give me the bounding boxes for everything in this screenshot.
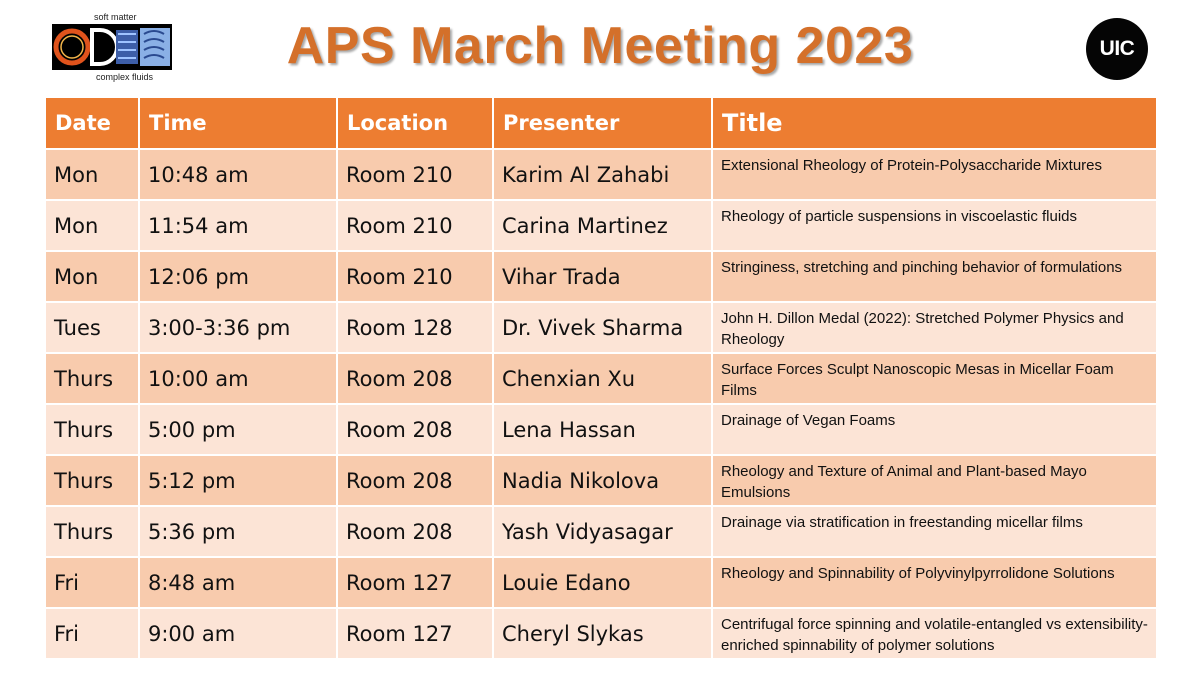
table-row: [45, 353, 1157, 404]
cell-time: 10:48 am: [139, 149, 337, 200]
table-row: [45, 200, 1157, 251]
cell-location: Room 210: [337, 251, 493, 302]
cell-date: Thurs: [45, 455, 139, 506]
table-row: [45, 149, 1157, 200]
cell-title: Rheology and Spinnability of Polyvinylpyrrolidone Solutions: [712, 557, 1157, 608]
cell-time: 10:00 am: [139, 353, 337, 404]
cell-date: Fri: [45, 608, 139, 659]
cell-location: Room 208: [337, 353, 493, 404]
column-header-presenter: Presenter: [493, 97, 712, 149]
cell-presenter: Lena Hassan: [493, 404, 712, 455]
cell-time: 3:00-3:36 pm: [139, 302, 337, 353]
cell-time: 9:00 am: [139, 608, 337, 659]
table-header-row: [45, 97, 1157, 149]
cell-time: 5:36 pm: [139, 506, 337, 557]
cell-location: Room 128: [337, 302, 493, 353]
cell-presenter: Karim Al Zahabi: [493, 149, 712, 200]
cell-title: Extensional Rheology of Protein-Polysaccharide Mixtures: [712, 149, 1157, 200]
cell-date: Mon: [45, 200, 139, 251]
cell-title: Centrifugal force spinning and volatile-entangled vs extensibility-enriched spinnability of polymer solutions: [712, 608, 1157, 659]
odes-logo: [52, 12, 174, 82]
uic-logo: UIC: [1086, 18, 1148, 80]
cell-presenter: Louie Edano: [493, 557, 712, 608]
column-header-location: Location: [337, 97, 493, 149]
cell-date: Mon: [45, 251, 139, 302]
cell-location: Room 210: [337, 149, 493, 200]
cell-title: Drainage via stratification in freestanding micellar films: [712, 506, 1157, 557]
cell-title: Rheology and Texture of Animal and Plant-based Mayo Emulsions: [712, 455, 1157, 506]
cell-time: 5:12 pm: [139, 455, 337, 506]
cell-title: Rheology of particle suspensions in viscoelastic fluids: [712, 200, 1157, 251]
table-row: [45, 608, 1157, 659]
cell-location: Room 208: [337, 455, 493, 506]
cell-time: 8:48 am: [139, 557, 337, 608]
table-row: [45, 506, 1157, 557]
table-row: [45, 455, 1157, 506]
page-title: APS March Meeting 2023: [286, 17, 914, 75]
cell-presenter: Yash Vidyasagar: [493, 506, 712, 557]
cell-presenter: Carina Martinez: [493, 200, 712, 251]
cell-time: 12:06 pm: [139, 251, 337, 302]
cell-date: Mon: [45, 149, 139, 200]
cell-date: Thurs: [45, 506, 139, 557]
cell-presenter: Vihar Trada: [493, 251, 712, 302]
cell-location: Room 127: [337, 608, 493, 659]
cell-title: Stringiness, stretching and pinching behavior of formulations: [712, 251, 1157, 302]
logo-tag-top: soft matter: [94, 12, 137, 22]
cell-presenter: Cheryl Slykas: [493, 608, 712, 659]
cell-date: Fri: [45, 557, 139, 608]
cell-location: Room 208: [337, 506, 493, 557]
logo-mark-icon: [52, 24, 172, 70]
cell-date: Thurs: [45, 404, 139, 455]
column-header-date: Date: [45, 97, 139, 149]
column-header-time: Time: [139, 97, 337, 149]
cell-location: Room 208: [337, 404, 493, 455]
cell-presenter: Chenxian Xu: [493, 353, 712, 404]
cell-title: Surface Forces Sculpt Nanoscopic Mesas in Micellar Foam Films: [712, 353, 1157, 404]
cell-presenter: Nadia Nikolova: [493, 455, 712, 506]
cell-time: 11:54 am: [139, 200, 337, 251]
cell-title: John H. Dillon Medal (2022): Stretched Polymer Physics and Rheology: [712, 302, 1157, 353]
table-row: [45, 302, 1157, 353]
cell-time: 5:00 pm: [139, 404, 337, 455]
table-row: [45, 557, 1157, 608]
table-row: [45, 404, 1157, 455]
cell-location: Room 210: [337, 200, 493, 251]
cell-date: Thurs: [45, 353, 139, 404]
schedule-table: [44, 96, 1158, 660]
logo-tag-bottom: complex fluids: [96, 72, 154, 82]
cell-location: Room 127: [337, 557, 493, 608]
table-row: [45, 251, 1157, 302]
cell-presenter: Dr. Vivek Sharma: [493, 302, 712, 353]
cell-title: Drainage of Vegan Foams: [712, 404, 1157, 455]
cell-date: Tues: [45, 302, 139, 353]
column-header-title: Title: [712, 97, 1157, 149]
